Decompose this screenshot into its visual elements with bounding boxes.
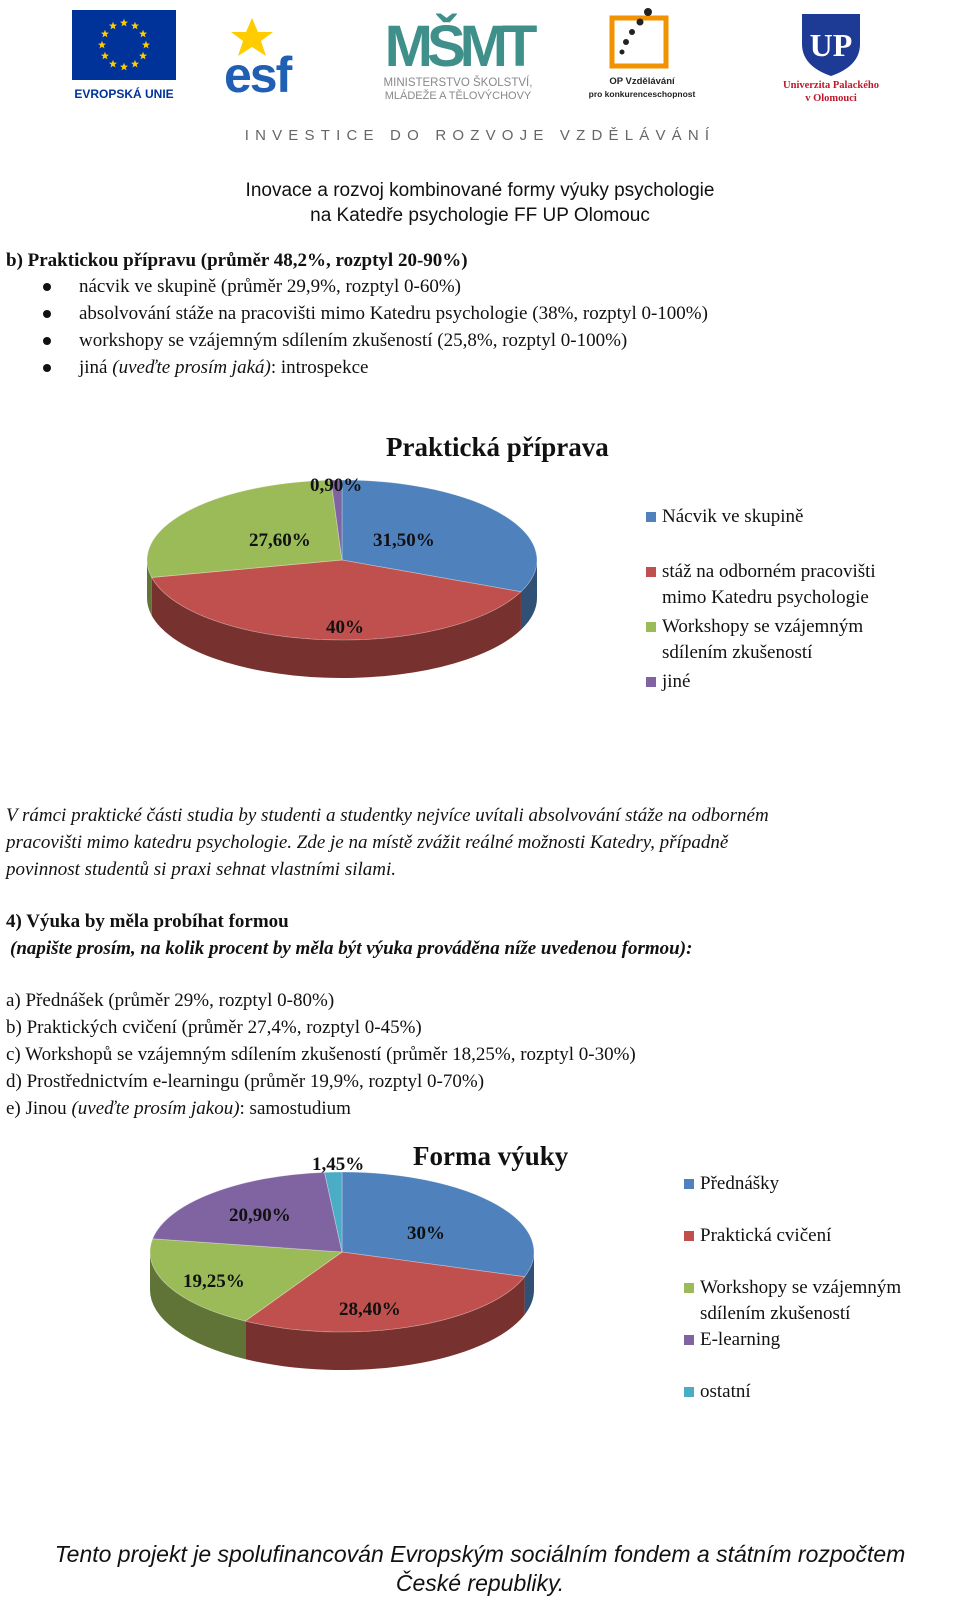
esf-logo [222,12,320,102]
chart2-title: Forma výuky [413,1141,569,1171]
svg-text:MŠMT: MŠMT [384,14,532,79]
pie-data-label: 40% [326,617,364,638]
section-b-bullet-3: workshopy se vzájemným sdílením zkušeností (25,8%, rozptyl 0-100%) [79,330,628,351]
paragraph-line3: povinnost studentů si praxi sehnat vlastními silami. [6,859,397,880]
pie-data-label: 28,40% [339,1299,401,1320]
msmt-logo-icon [358,8,558,104]
legend-swatch [646,512,656,522]
footer [0,1540,960,1598]
up-line2: v Olomouci [805,93,857,104]
eu-flag-icon [72,10,176,102]
bullet-dot [43,337,51,345]
legend-swatch [646,677,656,687]
paragraph-line1: V rámci praktické části studia by studenti a studentky nejvíce uvítali absolvování stáže na odborném [6,805,769,826]
msmt-line2: MLÁDEŽE A TĚLOVÝCHOVY [384,90,532,102]
item-e-italic: (uveďte prosím jakou) [71,1098,240,1119]
chart1-title: Praktická příprava [386,432,609,462]
pie-data-label: 30% [407,1223,445,1244]
section-b-bullet-2: absolvování stáže na pracovišti mimo Katedru psychologie (38%, rozptyl 0-100%) [79,303,708,324]
eu-logo [72,10,176,102]
msmt-logo [358,8,558,104]
legend-swatch [684,1387,694,1397]
legend-label: ostatní [700,1381,751,1402]
bullet-4-suffix: : introspekce [270,357,369,378]
bullet-4-italic: (uveďte prosím jaká) [112,357,271,378]
up-logo [776,10,886,106]
pie-data-label: 20,90% [229,1205,291,1226]
paragraph-line2: pracovišti mimo katedru psychologie. Zde je na místě zvážit reálné možnosti Katedry, případně [6,832,729,853]
legend-label: E-learning [700,1329,781,1350]
project-title-line1: Inovace a rozvoj kombinované formy výuky psychologie [245,180,715,201]
legend-swatch [646,567,656,577]
bullet-dot [43,364,51,372]
section-4-item-e [6,1096,351,1122]
eu-logo-text: EVROPSKÁ UNIE [74,87,174,101]
section-4-item-c: c) Workshopů se vzájemným sdílením zkušeností (průměr 18,25%, rozptyl 0-30%) [6,1044,636,1065]
footer-line2: České republiky. [395,1570,565,1596]
up-shield-icon [776,10,886,106]
bullet-dot [43,310,51,318]
legend-label: sdílením zkušeností [700,1303,851,1324]
pie-data-label: 19,25% [183,1271,245,1292]
legend-label: stáž na odborném pracovišti [662,561,876,582]
legend-swatch [684,1231,694,1241]
msmt-line1: MINISTERSTVO ŠKOLSTVÍ, [383,77,533,89]
legend-label: jiné [662,671,691,692]
legend-label: Workshopy se vzájemným [700,1277,902,1298]
op-logo [578,8,706,104]
op-line1: OP Vzdělávání [609,76,675,87]
pie-data-label: 1,45% [312,1154,365,1175]
legend-label: Praktická cvičení [700,1225,832,1246]
esf-logo-icon [222,12,320,102]
bullet-dot [43,283,51,291]
investice-tagline: INVESTICE DO ROZVOJE VZDĚLÁVÁNÍ [244,127,716,144]
section-b-heading: b) Praktickou přípravu (průměr 48,2%, rozptyl 20-90%) [6,250,468,271]
legend-swatch [646,622,656,632]
project-title-line2: na Katedře psychologie FF UP Olomouc [310,205,650,226]
pie-data-label: 0,90% [310,475,363,496]
section-4-item-a: a) Přednášek (průměr 29%, rozptyl 0-80%) [6,990,335,1011]
legend-swatch [684,1335,694,1345]
section-4-item-d: d) Prostřednictvím e-learningu (průměr 19,9%, rozptyl 0-70%) [6,1071,485,1092]
item-e-suffix: : samostudium [239,1098,351,1119]
pie-data-label: 27,60% [249,530,311,551]
legend-label: Nácvik ve skupině [662,506,804,527]
project-title [0,178,960,228]
legend-swatch [684,1283,694,1293]
legend-swatch [684,1179,694,1189]
op-line2: pro konkurenceschopnost [588,89,696,99]
legend-label: Přednášky [700,1173,780,1194]
section-4-heading: 4) Výuka by měla probíhat formou [6,911,289,932]
svg-text:UP: UP [809,27,853,63]
logo-row [0,8,960,108]
esf-logo-text: esf [224,47,291,103]
bullet-4-prefix: jiná [79,357,108,378]
section-4-subheading: (napište prosím, na kolik procent by měla být výuka prováděna níže uvedenou formou): [10,938,693,959]
legend-label: mimo Katedru psychologie [662,587,869,608]
pie-data-label: 31,50% [373,530,435,551]
section-b-bullet-4 [79,355,368,381]
legend-label: sdílením zkušeností [662,642,813,663]
legend-label: Workshopy se vzájemným [662,616,864,637]
item-e-prefix: e) Jinou [6,1098,67,1119]
section-b-bullet-1: nácvik ve skupině (průměr 29,9%, rozptyl 0-60%) [79,276,462,297]
footer-line1: Tento projekt je spolufinancován Evropským sociálním fondem a státním rozpočtem [54,1541,906,1567]
op-logo-icon [578,8,706,104]
up-line1: Univerzita Palackého [783,80,879,91]
section-4-item-b: b) Praktických cvičení (průměr 27,4%, rozptyl 0-45%) [6,1017,422,1038]
